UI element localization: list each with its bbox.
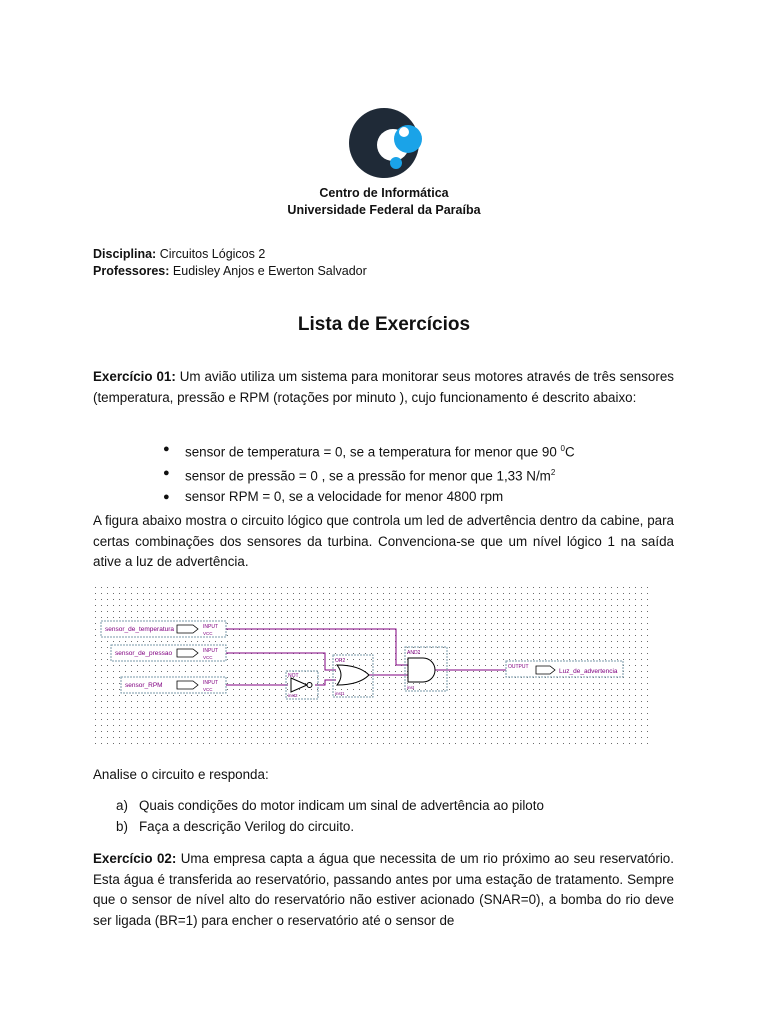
sensor-list: [163, 439, 575, 507]
output-luz-advertencia: [506, 661, 623, 677]
svg-text:INPUT: INPUT: [203, 624, 218, 630]
analyze-prompt: Analise o circuito e responda:: [93, 767, 269, 782]
svg-text:NOT: NOT: [288, 673, 299, 679]
svg-text:OR2: OR2: [335, 658, 346, 664]
cin-logo: [348, 107, 426, 179]
questions-list: [116, 796, 544, 837]
exercise2-text: Uma empresa capta a água que necessita de um rio próximo ao seu reservatório. Esta água é transferida ao reservatório, passando antes por uma estação de tratamento. Sempre que o sensor de nível alto do reservatório não estiver acionado (SNAR=0), a bomba do rio deve ser ligada (BR=1) para encher o reservatório até o sensor de: [93, 851, 674, 928]
input-label-temperatura: sensor_de_temperatura: [105, 626, 175, 633]
svg-text:VCC: VCC: [203, 687, 213, 692]
svg-text:VCC: VCC: [203, 631, 213, 636]
professors-label: Professores:: [93, 264, 170, 278]
svg-text:OUTPUT: OUTPUT: [508, 664, 529, 670]
svg-text:VCC: VCC: [203, 655, 213, 660]
svg-text:inst2: inst2: [288, 693, 298, 698]
discipline-value: Circuitos Lógicos 2: [159, 247, 266, 261]
svg-text:inst: inst: [407, 685, 415, 690]
list-item: ● sensor RPM = 0, se a velocidade for menor 4800 rpm: [163, 487, 575, 508]
list-item: a) Quais condições do motor indicam um sinal de advertência ao piloto: [116, 798, 544, 813]
input-label-rpm: sensor_RPM: [125, 682, 163, 689]
figure-description: A figura abaixo mostra o circuito lógico que controla um led de advertência dentro da cabine, para certas combinações dos sensores da turbina. Convenciona-se que um nível lógico 1 na saída ative a luz de advertência.: [93, 513, 674, 569]
input-sensor-temperatura: [101, 621, 226, 637]
exercise1-label: Exercício 01:: [93, 369, 176, 384]
logic-circuit-figure: [93, 585, 648, 745]
exercise1-text: Um avião utiliza um sistema para monitorar seus motores através de três sensores (temperatura, pressão e RPM (rotações por minuto ), cujo funcionamento é descrito abaixo:: [93, 369, 674, 405]
exercise2: [93, 849, 674, 931]
university-name: Universidade Federal da Paraíba: [287, 203, 481, 217]
svg-text:INPUT: INPUT: [203, 680, 218, 686]
svg-text:INPUT: INPUT: [203, 648, 218, 654]
input-sensor-rpm: [121, 677, 226, 693]
exercise1-intro: [93, 367, 674, 408]
professors-value: Eudisley Anjos e Ewerton Salvador: [172, 264, 367, 278]
page-title: Lista de Exercícios: [297, 314, 471, 335]
institution-name: Centro de Informática: [319, 186, 449, 200]
discipline-label: Disciplina:: [93, 247, 157, 261]
output-label: Luz_de_advertencia: [559, 668, 618, 675]
list-item: ● sensor de temperatura = 0, se a temperatura for menor que 90 $^0$C: [163, 439, 575, 463]
input-sensor-pressao: [111, 645, 226, 661]
exercise2-label: Exercício 02:: [93, 851, 177, 866]
svg-text:AND2: AND2: [407, 650, 421, 656]
list-item: b) Faça a descrição Verilog do circuito.: [116, 818, 355, 834]
svg-text:inst1: inst1: [335, 691, 345, 696]
list-item: ● sensor de pressão = 0 , se a pressão for menor que 1,33 $N/m^2$: [163, 463, 575, 487]
professors-line: [93, 263, 367, 280]
input-label-pressao: sensor_de_pressao: [115, 650, 173, 657]
discipline-line: [93, 246, 265, 263]
